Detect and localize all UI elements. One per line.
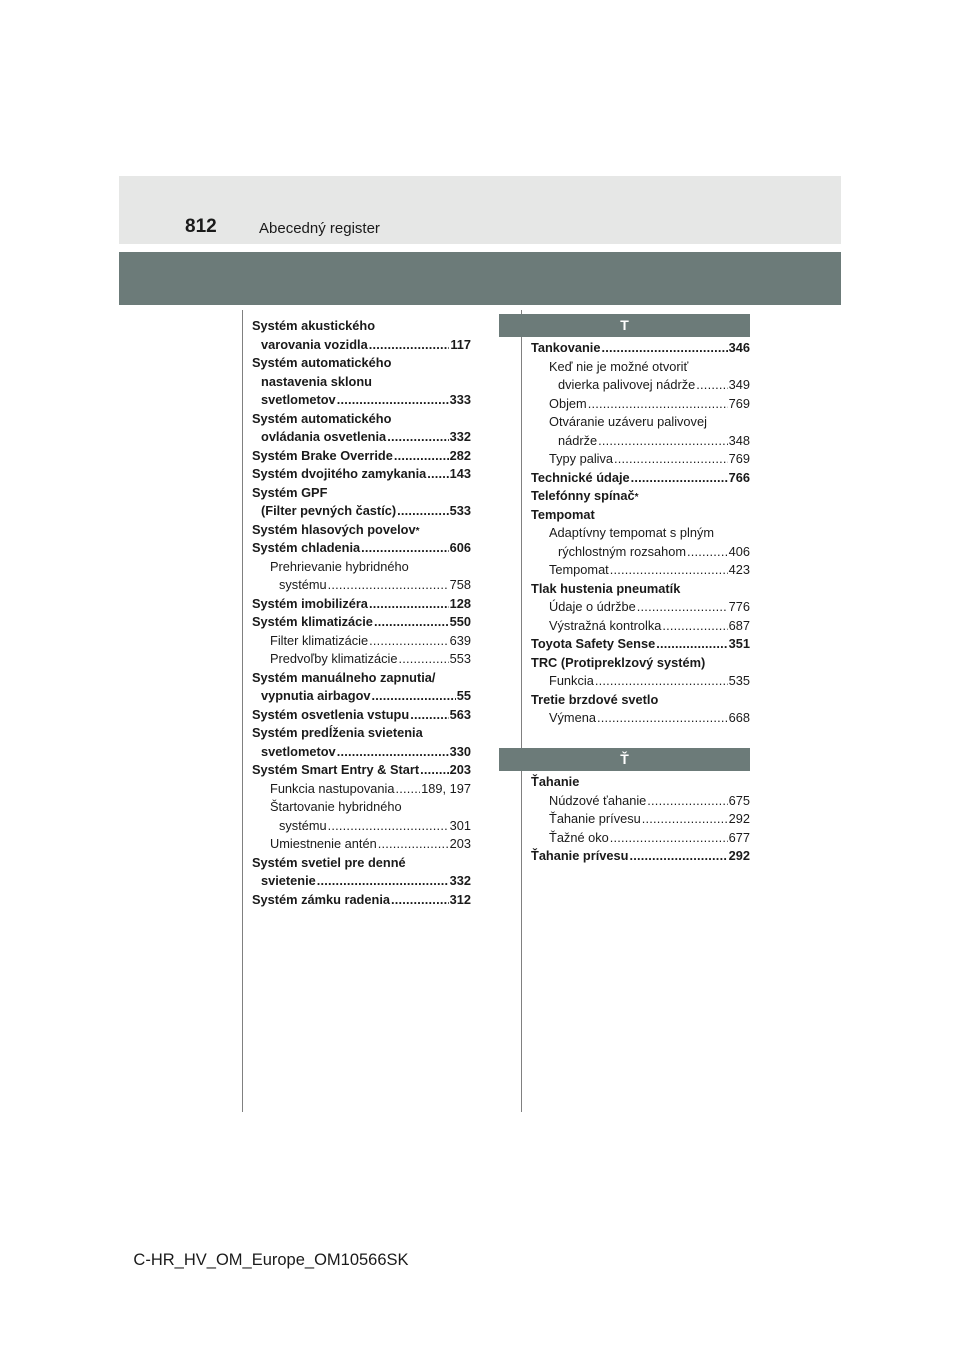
entry-page: 550 [449, 614, 471, 629]
section-letter-t: T [499, 314, 750, 337]
entry-text: Tempomat [549, 562, 609, 577]
entry-page: 349 [728, 377, 750, 392]
leader-dots [369, 336, 450, 355]
leader-dots [369, 632, 449, 651]
entry-text: Tempomat [531, 506, 595, 522]
entry-text: TRC (Protipreklzový systém) [531, 654, 706, 670]
entry-page: 639 [449, 632, 471, 648]
leader-dots [631, 469, 728, 488]
leader-dots [397, 502, 449, 521]
entry-page: 348 [728, 432, 750, 448]
entry-text: Filter klimatizácie [270, 632, 369, 648]
leader-dots [610, 829, 728, 848]
page-number: 812 [185, 216, 217, 237]
entry-text: Ťahanie [531, 774, 580, 789]
index-entry [531, 709, 750, 728]
index-entry [252, 539, 471, 558]
leader-dots [337, 391, 449, 410]
entry-text: Systém imobilizéra [252, 595, 368, 611]
index-entry [252, 854, 471, 873]
entry-page: 333 [449, 392, 471, 407]
index-entry [252, 613, 471, 632]
entry-text: Systém klimatizácie [252, 614, 373, 629]
entry-page: 143 [449, 466, 471, 481]
leader-dots [387, 428, 448, 447]
entry-page: 769 [728, 451, 750, 466]
entry-text: (Filter pevných častíc) [261, 503, 397, 518]
entry-text: dvierka palivovej nádrže [558, 377, 696, 392]
index-entry [252, 428, 471, 447]
column-divider-middle [521, 310, 522, 1112]
leader-dots [598, 432, 728, 451]
entry-text: Výmena [549, 710, 596, 725]
entry-page: 55 [456, 688, 471, 703]
entry-page: 687 [728, 617, 750, 633]
index-entry [252, 632, 471, 651]
entry-text: Funkcia nastupovania [270, 780, 395, 796]
index-entry [252, 872, 471, 891]
entry-page: 292 [728, 848, 750, 863]
leader-dots [610, 561, 728, 580]
leader-dots [378, 835, 449, 854]
index-entry [252, 558, 471, 577]
leader-dots [394, 447, 449, 466]
index-entry [531, 691, 750, 710]
column-divider-left [242, 310, 243, 1112]
leader-dots [696, 376, 727, 395]
index-section-t [531, 339, 750, 728]
index-entry [531, 773, 750, 792]
index-entry [252, 743, 471, 762]
leader-dots [398, 650, 448, 669]
entry-text: Systém manuálneho zapnutia/ [252, 669, 436, 685]
index-entry [252, 891, 471, 910]
entry-text: svetlometov [261, 392, 336, 407]
entry-text: varovania vozidla [261, 336, 368, 352]
index-entry: Systém hlasových povelov * [252, 521, 471, 540]
entry-page: 606 [449, 540, 471, 555]
entry-text: Tlak hustenia pneumatík [531, 580, 681, 596]
entry-page: 553 [449, 651, 471, 666]
entry-text: Systém automatického [252, 410, 392, 426]
index-entry [531, 598, 750, 617]
footer-doc-id: C-HR_HV_OM_Europe_OM10566SK [133, 1251, 409, 1269]
index-entry [531, 376, 750, 395]
entry-page: 312 [449, 891, 471, 907]
entry-page: 351 [728, 636, 750, 651]
index-entry [531, 358, 750, 377]
entry-text: Systém akustického [252, 318, 376, 333]
index-entry [252, 373, 471, 392]
entry-text: Systém Brake Override [252, 447, 393, 463]
entry-text: nádrže [558, 432, 598, 448]
leader-dots [391, 891, 449, 910]
index-entry [252, 447, 471, 466]
index-entry [252, 706, 471, 725]
entry-text: ovládania osvetlenia [261, 429, 387, 444]
index-entry [252, 835, 471, 854]
leader-dots [396, 780, 421, 799]
entry-text: Štartovanie hybridného [270, 799, 402, 814]
leader-dots [372, 687, 456, 706]
entry-page: 203 [449, 762, 471, 777]
leader-dots [637, 598, 728, 617]
entry-text: svetlometov [261, 743, 336, 759]
entry-text: Výstražná kontrolka [549, 617, 662, 633]
entry-text: Typy paliva [549, 451, 614, 466]
index-entry [252, 817, 471, 836]
leader-dots [662, 617, 727, 636]
header-band-light [119, 176, 841, 244]
index-entry [531, 413, 750, 432]
index-entry [531, 506, 750, 525]
entry-text: rýchlostným rozsahom [558, 543, 687, 559]
index-column-left [252, 317, 471, 909]
index-entry [252, 576, 471, 595]
entry-text: Systém chladenia [252, 540, 361, 555]
entry-text: Telefónny spínač [531, 488, 635, 503]
leader-dots [597, 709, 728, 728]
entry-page: 292 [728, 811, 750, 826]
index-entry [252, 410, 471, 429]
entry-text: Toyota Safety Sense [531, 636, 656, 651]
index-entry [252, 724, 471, 743]
entry-text: Adaptívny tempomat s plným [549, 525, 715, 540]
entry-text: Systém dvojitého zamykania [252, 466, 427, 481]
leader-dots [420, 761, 449, 780]
entry-text: Funkcia [549, 673, 594, 688]
entry-page: 346 [728, 340, 750, 355]
index-entry [531, 829, 750, 848]
leader-dots [361, 539, 449, 558]
entry-text: Prehrievanie hybridného [270, 558, 409, 574]
entry-text: Systém svetiel pre denné [252, 854, 406, 870]
entry-page: 189, 197 [421, 780, 471, 796]
leader-dots [588, 395, 728, 414]
entry-page: 332 [449, 429, 471, 444]
entry-page: 330 [449, 743, 471, 759]
index-entry [531, 432, 750, 451]
index-entry [252, 780, 471, 799]
entry-text: Systém hlasových povelov [252, 521, 416, 537]
index-entry [531, 561, 750, 580]
entry-text: systému [279, 817, 327, 833]
index-entry: Telefónny spínač * [531, 487, 750, 506]
leader-dots [328, 817, 449, 836]
entry-text: systému [279, 577, 327, 592]
entry-text: Umiestnenie antén [270, 836, 377, 851]
entry-text: Objem [549, 395, 587, 411]
leader-dots [427, 465, 448, 484]
entry-text: Údaje o údržbe [549, 599, 636, 614]
entry-text: Ťažné oko [549, 829, 609, 845]
leader-dots [595, 672, 728, 691]
leader-dots [410, 706, 448, 725]
entry-page: 406 [728, 543, 750, 559]
header-band-dark [119, 252, 841, 305]
index-entry [531, 617, 750, 636]
entry-page: 117 [450, 336, 471, 352]
leader-dots [328, 576, 449, 595]
leader-dots [647, 792, 727, 811]
index-entry [531, 580, 750, 599]
entry-page: 301 [449, 817, 471, 833]
entry-text: Ťahanie prívesu [549, 811, 641, 826]
index-entry [252, 798, 471, 817]
index-entry [252, 687, 471, 706]
entry-page: 769 [728, 395, 750, 411]
index-entry [531, 543, 750, 562]
index-entry [252, 354, 471, 373]
index-entry [252, 761, 471, 780]
leader-dots [369, 595, 449, 614]
entry-text: Keď nie je možné otvoriť [549, 358, 689, 374]
index-section-t-caron [531, 773, 750, 866]
entry-page: 668 [728, 710, 750, 725]
entry-text: Systém predĺženia svietenia [252, 725, 423, 740]
index-entry [531, 847, 750, 866]
entry-page: 677 [728, 829, 750, 845]
index-entry [252, 669, 471, 688]
entry-text: Tankovanie [531, 340, 601, 355]
entry-text: Otváranie uzáveru palivovej [549, 414, 707, 429]
leader-dots [687, 543, 728, 562]
entry-text: Technické údaje [531, 469, 630, 485]
leader-dots [614, 450, 728, 469]
index-entry [531, 524, 750, 543]
index-entry [252, 465, 471, 484]
index-entry [252, 595, 471, 614]
leader-dots [656, 635, 727, 654]
entry-page: 675 [728, 792, 750, 808]
index-entry [531, 672, 750, 691]
entry-page: 423 [728, 562, 750, 577]
leader-dots [374, 613, 449, 632]
index-entry [531, 339, 750, 358]
entry-text: Tretie brzdové svetlo [531, 691, 659, 707]
entry-text: Ťahanie prívesu [531, 848, 629, 863]
index-entry [252, 502, 471, 521]
index-entry [252, 650, 471, 669]
index-entry [531, 792, 750, 811]
entry-text: Núdzové ťahanie [549, 792, 647, 808]
entry-page: 563 [449, 706, 471, 722]
index-entry [252, 317, 471, 336]
entry-text: Systém zámku radenia [252, 891, 390, 907]
index-entry [252, 391, 471, 410]
index-entry [531, 654, 750, 673]
index-entry [252, 336, 471, 355]
entry-page: 533 [449, 503, 471, 518]
leader-dots [601, 339, 727, 358]
entry-text: Systém GPF [252, 484, 328, 500]
index-entry [531, 810, 750, 829]
entry-page: 332 [449, 873, 471, 888]
index-entry [252, 484, 471, 503]
entry-page: 128 [449, 595, 471, 611]
entry-text: vypnutia airbagov [261, 688, 371, 703]
index-entry [531, 450, 750, 469]
leader-dots [642, 810, 728, 829]
leader-dots [317, 872, 449, 891]
entry-text: nastavenia sklonu [261, 373, 372, 389]
leader-dots [629, 847, 727, 866]
entry-page: 776 [728, 599, 750, 614]
page-title: Abecedný register [259, 220, 380, 237]
entry-text: Predvoľby klimatizácie [270, 651, 398, 666]
entry-page: 282 [449, 447, 471, 463]
entry-text: Systém Smart Entry & Start [252, 762, 420, 777]
entry-page: 758 [449, 577, 471, 592]
entry-page: 766 [728, 469, 750, 485]
entry-text: Systém osvetlenia vstupu [252, 706, 410, 722]
leader-dots [337, 743, 449, 762]
index-entry [531, 395, 750, 414]
index-entry [531, 469, 750, 488]
entry-text: Systém automatického [252, 355, 392, 370]
entry-page: 535 [728, 673, 750, 688]
section-letter-t-caron: Ť [499, 748, 750, 771]
index-entry [531, 635, 750, 654]
entry-page: 203 [449, 836, 471, 851]
entry-text: svietenie [261, 873, 316, 888]
